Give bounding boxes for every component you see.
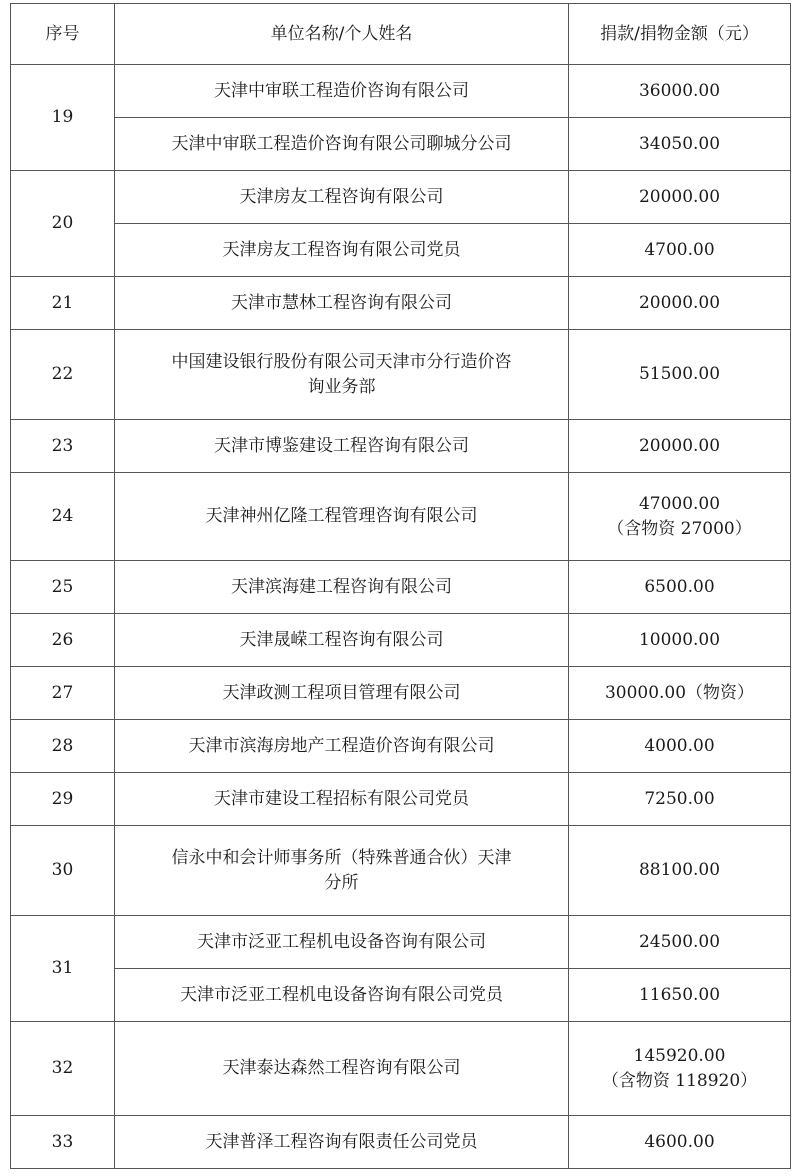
amount-line: 47000.00 [638, 493, 721, 514]
table-row [11, 916, 791, 969]
name-line: 中国建设银行股份有限公司天津市分行造价咨 [171, 351, 512, 372]
header-amount: 捐款/捐物金额（元） [569, 4, 791, 65]
name-line: 信永中和会计师事务所（特殊普通合伙）天津 [171, 847, 512, 868]
name-cell: 天津市建设工程招标有限公司党员 [115, 773, 569, 826]
amount-cell: 11650.00 [569, 969, 791, 1022]
seq-cell: 33 [11, 1116, 115, 1169]
name-cell: 天津神州亿隆工程管理咨询有限公司 [115, 473, 569, 561]
table-row [11, 773, 791, 826]
amount-cell: 4700.00 [569, 224, 791, 277]
name-line: 分所 [324, 872, 359, 893]
table-row [11, 614, 791, 667]
amount-cell [569, 473, 791, 561]
table-row [11, 969, 791, 1022]
amount-cell: 51500.00 [569, 330, 791, 420]
amount-cell: 20000.00 [569, 277, 791, 330]
name-cell: 天津市泛亚工程机电设备咨询有限公司 [115, 916, 569, 969]
amount-cell: 6500.00 [569, 561, 791, 614]
table-row [11, 277, 791, 330]
seq-cell: 28 [11, 720, 115, 773]
name-cell: 天津房友工程咨询有限公司 [115, 171, 569, 224]
seq-cell: 27 [11, 667, 115, 720]
amount-note: （含物资 118920） [601, 1070, 758, 1091]
table-row [11, 1116, 791, 1169]
table-row [11, 65, 791, 118]
amount-cell: 34050.00 [569, 118, 791, 171]
amount-cell: 36000.00 [569, 65, 791, 118]
header-name: 单位名称/个人姓名 [115, 4, 569, 65]
name-cell: 天津普泽工程咨询有限责任公司党员 [115, 1116, 569, 1169]
amount-line: 145920.00 [633, 1045, 726, 1066]
seq-cell: 19 [11, 65, 115, 171]
table-row [11, 473, 791, 561]
amount-cell: 88100.00 [569, 826, 791, 916]
amount-cell: 20000.00 [569, 420, 791, 473]
amount-cell: 30000.00（物资） [569, 667, 791, 720]
name-cell: 天津市慧林工程咨询有限公司 [115, 277, 569, 330]
seq-cell: 24 [11, 473, 115, 561]
table-row [11, 171, 791, 224]
table-row [11, 1022, 791, 1116]
name-cell: 天津房友工程咨询有限公司党员 [115, 224, 569, 277]
amount-cell: 24500.00 [569, 916, 791, 969]
table-row [11, 667, 791, 720]
name-cell: 天津泰达森然工程咨询有限公司 [115, 1022, 569, 1116]
seq-cell: 32 [11, 1022, 115, 1116]
donation-table [10, 3, 791, 1169]
table-row [11, 224, 791, 277]
amount-note: （含物资 27000） [607, 518, 752, 539]
name-cell: 天津中审联工程造价咨询有限公司 [115, 65, 569, 118]
name-cell: 天津中审联工程造价咨询有限公司聊城分公司 [115, 118, 569, 171]
name-cell: 天津市博鉴建设工程咨询有限公司 [115, 420, 569, 473]
name-cell: 天津晟嵘工程咨询有限公司 [115, 614, 569, 667]
amount-cell: 7250.00 [569, 773, 791, 826]
seq-cell: 25 [11, 561, 115, 614]
name-cell: 天津市泛亚工程机电设备咨询有限公司党员 [115, 969, 569, 1022]
name-line: 询业务部 [307, 376, 376, 397]
amount-cell: 10000.00 [569, 614, 791, 667]
seq-cell: 22 [11, 330, 115, 420]
table-row [11, 118, 791, 171]
amount-cell: 4000.00 [569, 720, 791, 773]
table-row [11, 420, 791, 473]
seq-cell: 21 [11, 277, 115, 330]
seq-cell: 23 [11, 420, 115, 473]
table-header-row [11, 4, 791, 65]
seq-cell: 31 [11, 916, 115, 1022]
name-cell: 天津市滨海房地产工程造价咨询有限公司 [115, 720, 569, 773]
seq-cell: 30 [11, 826, 115, 916]
table-row [11, 561, 791, 614]
seq-cell: 26 [11, 614, 115, 667]
seq-cell: 20 [11, 171, 115, 277]
amount-cell: 20000.00 [569, 171, 791, 224]
table-row [11, 826, 791, 916]
table-row [11, 720, 791, 773]
seq-cell: 29 [11, 773, 115, 826]
table-row [11, 330, 791, 420]
amount-cell [569, 1022, 791, 1116]
amount-cell: 4600.00 [569, 1116, 791, 1169]
name-cell [115, 826, 569, 916]
header-seq: 序号 [11, 4, 115, 65]
name-cell [115, 330, 569, 420]
name-cell: 天津滨海建工程咨询有限公司 [115, 561, 569, 614]
name-cell: 天津政测工程项目管理有限公司 [115, 667, 569, 720]
